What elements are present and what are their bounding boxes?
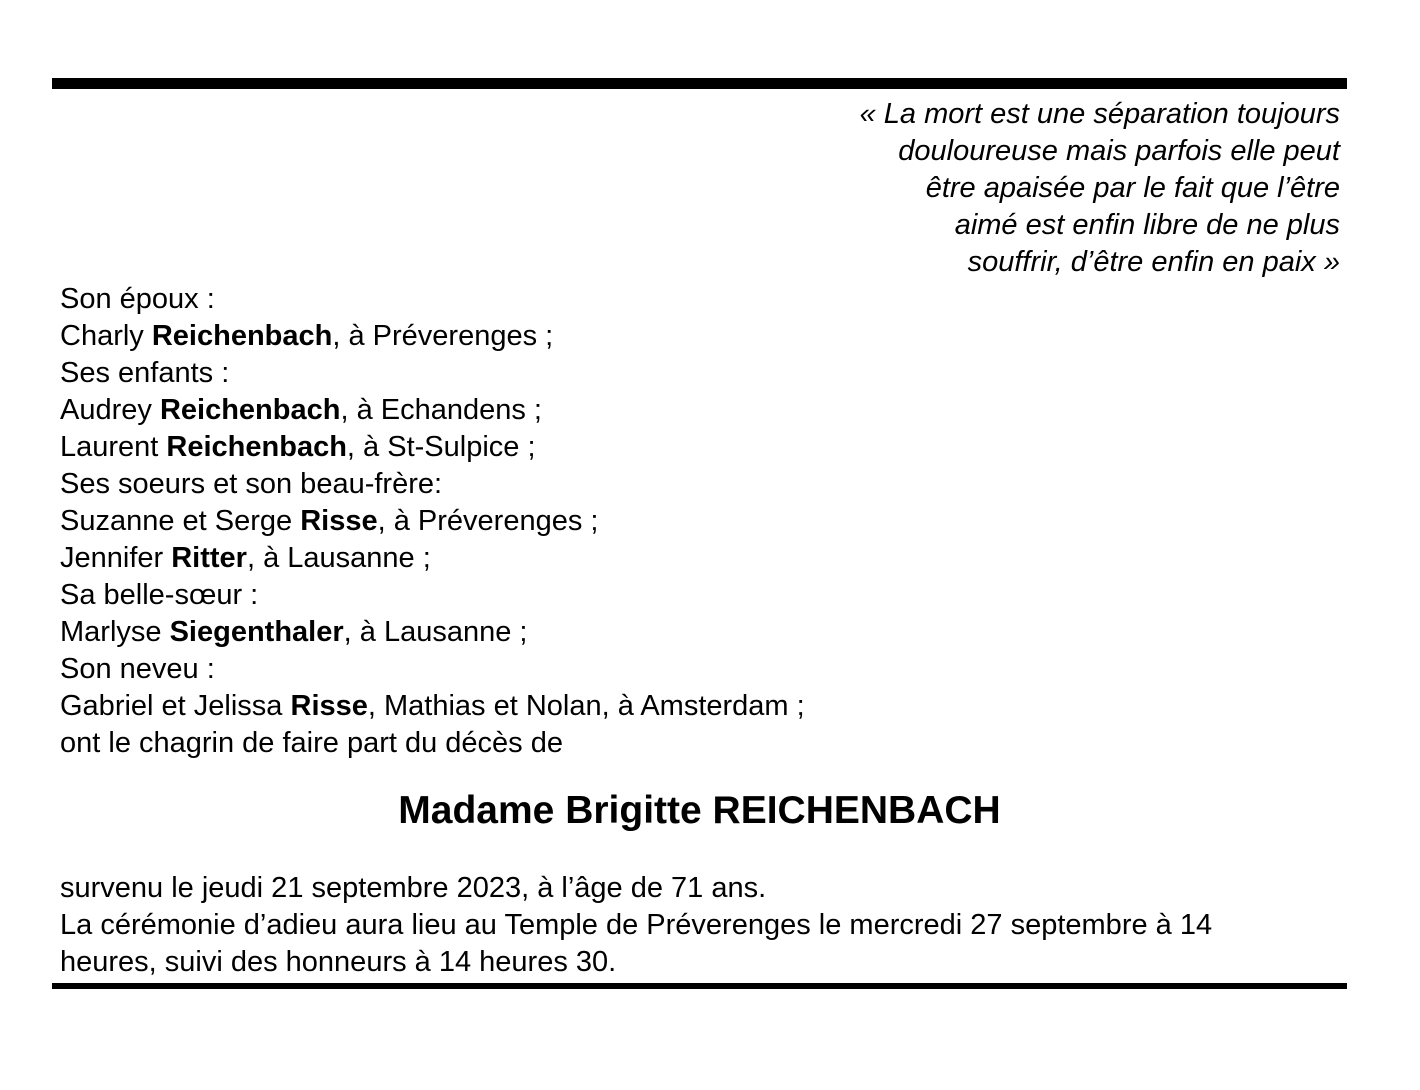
family-line-text: , à St-Sulpice ; <box>346 431 536 463</box>
family-line <box>60 392 1347 429</box>
deceased-name: Madame Brigitte REICHENBACH <box>398 789 1001 832</box>
family-line-text: Jennifer <box>60 542 172 574</box>
family-line-text: , à Lausanne ; <box>343 616 528 648</box>
quote-line: douloureuse mais parfois elle peut <box>898 135 1340 167</box>
family-surname: Reichenbach <box>151 320 333 352</box>
family-line <box>60 651 1347 688</box>
ceremony-details <box>60 870 1347 981</box>
family-line <box>60 577 1347 614</box>
quote-line: être apaisée par le fait que l’être <box>925 172 1340 204</box>
family-line <box>60 725 1347 762</box>
family-line <box>60 688 1347 725</box>
family-surname: Siegenthaler <box>169 616 344 648</box>
family-list <box>60 281 1347 762</box>
details-line: heures, suivi des honneurs à 14 heures 30. <box>60 946 617 978</box>
family-line <box>60 466 1347 503</box>
family-line-text: Ses soeurs et son beau-frère: <box>60 468 443 500</box>
family-line-text: Marlyse <box>60 616 170 648</box>
family-surname: Reichenbach <box>166 431 347 463</box>
family-line-text: Gabriel et Jelissa <box>60 690 291 722</box>
family-line <box>60 281 1347 318</box>
family-line-text: Charly <box>60 320 152 352</box>
bottom-rule <box>52 983 1347 989</box>
family-line-text: , Mathias et Nolan, à Amsterdam ; <box>367 690 805 722</box>
family-line-text: Son époux : <box>60 283 215 315</box>
quote-line: aimé est enfin libre de ne plus <box>954 209 1340 241</box>
family-line <box>60 540 1347 577</box>
family-line-text: , à Préverenges ; <box>332 320 554 352</box>
family-line <box>60 318 1347 355</box>
family-line-text: , à Echandens ; <box>340 394 542 426</box>
family-line <box>60 503 1347 540</box>
family-line-text: Son neveu : <box>60 653 215 685</box>
family-line <box>60 429 1347 466</box>
family-surname: Risse <box>300 505 378 537</box>
family-line <box>60 355 1347 392</box>
family-line-text: Suzanne et Serge <box>60 505 301 537</box>
family-line-text: Sa belle-sœur : <box>60 579 259 611</box>
quote-block <box>400 96 1340 281</box>
family-line <box>60 614 1347 651</box>
details-line: La cérémonie d’adieu aura lieu au Temple de Préverenges le mercredi 27 septembre à 14 <box>60 909 1213 941</box>
family-surname: Ritter <box>171 542 247 574</box>
family-line-text: Audrey <box>60 394 160 426</box>
top-rule <box>52 78 1347 89</box>
quote-line: souffrir, d’être enfin en paix » <box>967 246 1340 278</box>
family-line-text: , à Préverenges ; <box>377 505 599 537</box>
family-surname: Risse <box>290 690 368 722</box>
family-surname: Reichenbach <box>159 394 341 426</box>
family-line-text: , à Lausanne ; <box>246 542 431 574</box>
family-line-text: ont le chagrin de faire part du décès de <box>60 727 563 759</box>
quote-line: « La mort est une séparation toujours <box>859 98 1340 130</box>
family-line-text: Ses enfants : <box>60 357 230 389</box>
family-line-text: Laurent <box>60 431 167 463</box>
details-line: survenu le jeudi 21 septembre 2023, à l’âge de 71 ans. <box>60 872 767 904</box>
